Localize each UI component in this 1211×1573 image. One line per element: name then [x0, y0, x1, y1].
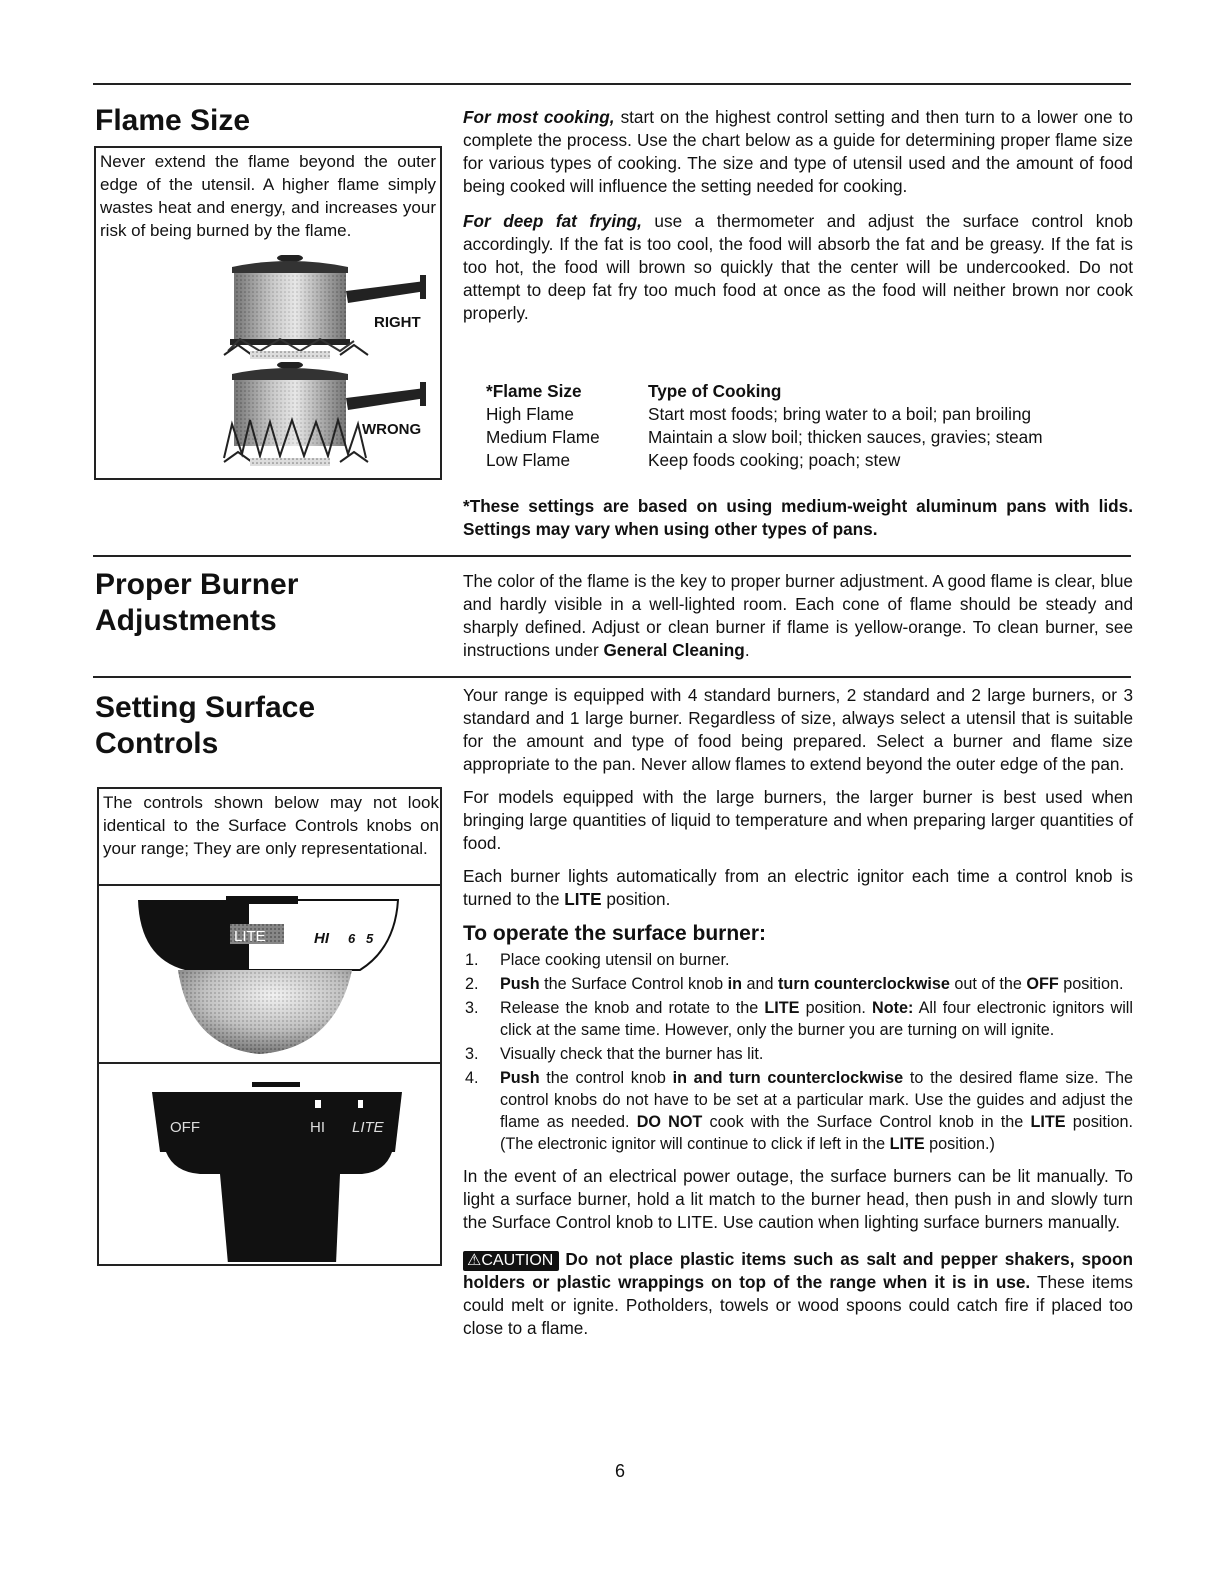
knob1-hi-label: HI	[314, 930, 329, 947]
burner-adjust-heading-line2: Adjustments	[95, 604, 277, 637]
caution-label: CAUTION	[481, 1252, 554, 1269]
step-text: the Surface Control knob	[539, 975, 728, 993]
flame-size-table	[486, 380, 1043, 472]
cooking-type-cell: Keep foods cooking; poach; stew	[648, 450, 901, 470]
burner-adjust-body	[463, 570, 1133, 662]
caution-text: These items could melt or ignite. Potholders, towels or wood spoons could catch fire if placed too close to a flame.	[463, 1272, 1133, 1338]
knob2-lite-label: LITE	[352, 1119, 384, 1136]
step-text: position.	[1058, 975, 1124, 993]
ignitor-lite: LITE	[564, 889, 602, 909]
step-bold: in	[727, 975, 743, 993]
list-item	[463, 949, 1133, 971]
step-text: position. (The electronic ignitor will continue to click if left in the	[500, 1113, 1134, 1153]
burner-adjust-heading	[95, 567, 298, 639]
step-bold: LITE	[889, 1135, 925, 1153]
step-text: out of the	[949, 975, 1027, 993]
flame-size-note: Never extend the flame beyond the outer edge of the utensil. A higher flame simply wastes heat and energy, and increases your risk of being burned by the flame.	[100, 152, 436, 240]
operate-burner-subheading: To operate the surface burner:	[463, 922, 767, 945]
knob1-num1-label: 6	[348, 931, 356, 946]
knob1-num2-label: 5	[366, 931, 374, 946]
deep-fat-text: use a thermometer and adjust the surface control knob accordingly. If the fat is too cool, the food will absorb the fat and be greasy. If the fat is too hot, the food will brown so quickly that the center will be undercooked. Do not attempt to deep fat fry too much food at once as the food will neither brown nor cook properly.	[463, 211, 1133, 323]
ignitor-text: Each burner lights automatically from an electric ignitor each time a control knob is turned to the	[463, 866, 1133, 909]
controls-note: The controls shown below may not look identical to the Surface Controls knobs on your range; They are only representational.	[103, 793, 439, 858]
page-number: 6	[614, 1461, 625, 1481]
step-text: Release the knob and rotate to the	[500, 999, 765, 1017]
table-row	[486, 449, 1043, 472]
surface-controls-heading-line1: Setting Surface	[95, 691, 316, 724]
step-bold: LITE	[1030, 1113, 1066, 1131]
step-text: Place cooking utensil on burner.	[500, 951, 730, 969]
operate-steps-list	[463, 949, 1133, 1155]
flame-size-body	[463, 106, 1133, 335]
burners-paragraph: Your range is equipped with 4 standard burners, 2 standard and 2 large burners, or 3 standard and 1 large burner. Regardless of size, always select a utensil that is suitable for the amount and type of food being prepared. Select a burner and flame size appropriate to the pan. Never allow flames to extend beyond the outer edge of the pan.	[463, 685, 1133, 774]
step-bold: in and turn counterclockwise	[672, 1069, 904, 1087]
most-cooking-lead: For most cooking,	[463, 107, 615, 127]
cooking-type-cell: Start most foods; bring water to a boil; pan broiling	[648, 404, 1032, 424]
top-rule	[93, 83, 1131, 85]
step-text: and	[742, 975, 779, 993]
flame-table-header-size: *Flame Size	[486, 381, 582, 401]
pan-wrong-illustration	[220, 362, 440, 472]
table-row	[486, 426, 1043, 449]
pan-right-illustration	[220, 255, 440, 365]
section-rule-2	[93, 555, 1131, 557]
controls-note-divider	[97, 884, 442, 886]
control-knob-panel-illustration	[130, 1072, 430, 1262]
general-cleaning-ref: General Cleaning	[603, 640, 745, 660]
ignitor-paragraph	[463, 865, 1133, 911]
ignitor-text-end: position.	[601, 889, 671, 909]
flame-table-header-row	[486, 380, 1043, 403]
step-bold: LITE	[764, 999, 800, 1017]
burner-adjust-heading-line1: Proper Burner	[95, 568, 299, 601]
step-number: 1.	[465, 951, 479, 969]
step-bold: turn counterclockwise	[778, 975, 950, 993]
most-cooking-text: start on the highest control setting and then turn to a lower one to complete the process. Use the chart below as a guide for determining proper flame size for various types of cooking. The size and type of utensil used and the amount of food being cooked will influence the setting needed for cooking.	[463, 107, 1133, 196]
most-cooking-paragraph	[463, 106, 1133, 198]
wrong-label: WRONG	[362, 421, 422, 438]
section-rule-3	[93, 676, 1131, 678]
controls-figure-divider	[97, 1062, 442, 1064]
deep-fat-paragraph	[463, 210, 1133, 325]
caution-bold-text: Do not place plastic items such as salt and pepper shakers, spoon holders or plastic wrappings on top of the range when it is in use.	[463, 1249, 1133, 1292]
step-text: position.	[799, 999, 873, 1017]
step-text: cook with the Surface Control knob in the	[702, 1113, 1031, 1131]
step-bold: DO NOT	[636, 1113, 703, 1131]
step-number: 3.	[465, 1045, 479, 1063]
step-bold: Push	[500, 1069, 540, 1087]
table-row	[486, 403, 1043, 426]
step-bold: Push	[500, 975, 540, 993]
list-item	[463, 973, 1133, 995]
step-text: the control knob	[539, 1069, 673, 1087]
step-text: All four electronic ignitors will click at the same time. However, only the burner you are turning on will ignite.	[500, 999, 1133, 1039]
flame-footnote: *These settings are based on using medium-weight aluminum pans with lids. Settings may vary when using other types of pans.	[463, 496, 1133, 539]
surface-controls-heading-line2: Controls	[95, 727, 219, 760]
cooking-type-cell: Maintain a slow boil; thicken sauces, gravies; steam	[648, 427, 1043, 447]
flame-table-header-type: Type of Cooking	[648, 381, 782, 401]
flame-size-cell: Medium Flame	[486, 427, 600, 447]
caution-badge	[463, 1251, 559, 1271]
step-bold: Note:	[872, 999, 914, 1017]
list-item	[463, 1043, 1133, 1065]
surface-controls-body	[463, 684, 1133, 1350]
burner-adjust-text-end: .	[744, 640, 750, 660]
step-text: Visually check that the burner has lit.	[500, 1045, 764, 1063]
power-outage-paragraph: In the event of an electrical power outage, the surface burners can be lit manually. To light a surface burner, hold a lit match to the burner head, then push in and slowly turn the Surface Control knob to LITE. Use caution when lighting surface burners manually.	[463, 1166, 1133, 1232]
knob2-off-label: OFF	[170, 1119, 200, 1136]
right-label: RIGHT	[374, 314, 421, 331]
large-burner-paragraph: For models equipped with the large burners, the larger burner is best used when bringing large quantities of liquid to temperature and when preparing larger quantities of food.	[463, 787, 1133, 853]
list-item	[463, 997, 1133, 1041]
knob1-lite-label: LITE	[234, 928, 266, 945]
step-text: position.)	[924, 1135, 995, 1153]
caution-paragraph	[463, 1248, 1133, 1340]
list-item	[463, 1067, 1133, 1155]
warning-triangle-icon: ⚠	[467, 1252, 482, 1269]
flame-size-cell: Low Flame	[486, 450, 571, 470]
burner-adjust-text: The color of the flame is the key to proper burner adjustment. A good flame is clear, blue and hardly visible in a well-lighted room. Each cone of flame should be steady and sharply defined. Adjust or clean burner if flame is yellow-orange. To clean burner, see instructions under	[463, 571, 1133, 660]
step-text: to the desired flame size. The control knobs do not have to be set at a particular mark. Use the guides and adjust the flame as needed.	[500, 1069, 1133, 1131]
knob2-hi-label: HI	[310, 1119, 325, 1136]
step-bold: OFF	[1026, 975, 1059, 993]
step-number: 2.	[465, 975, 479, 993]
flame-size-heading: Flame Size	[95, 104, 251, 137]
step-number: 3.	[465, 999, 479, 1017]
deep-fat-lead: For deep fat frying,	[463, 211, 642, 231]
flame-size-cell: High Flame	[486, 404, 574, 424]
control-knob-dial-illustration	[130, 888, 430, 1058]
step-number: 4.	[465, 1069, 479, 1087]
surface-controls-heading	[95, 690, 315, 762]
